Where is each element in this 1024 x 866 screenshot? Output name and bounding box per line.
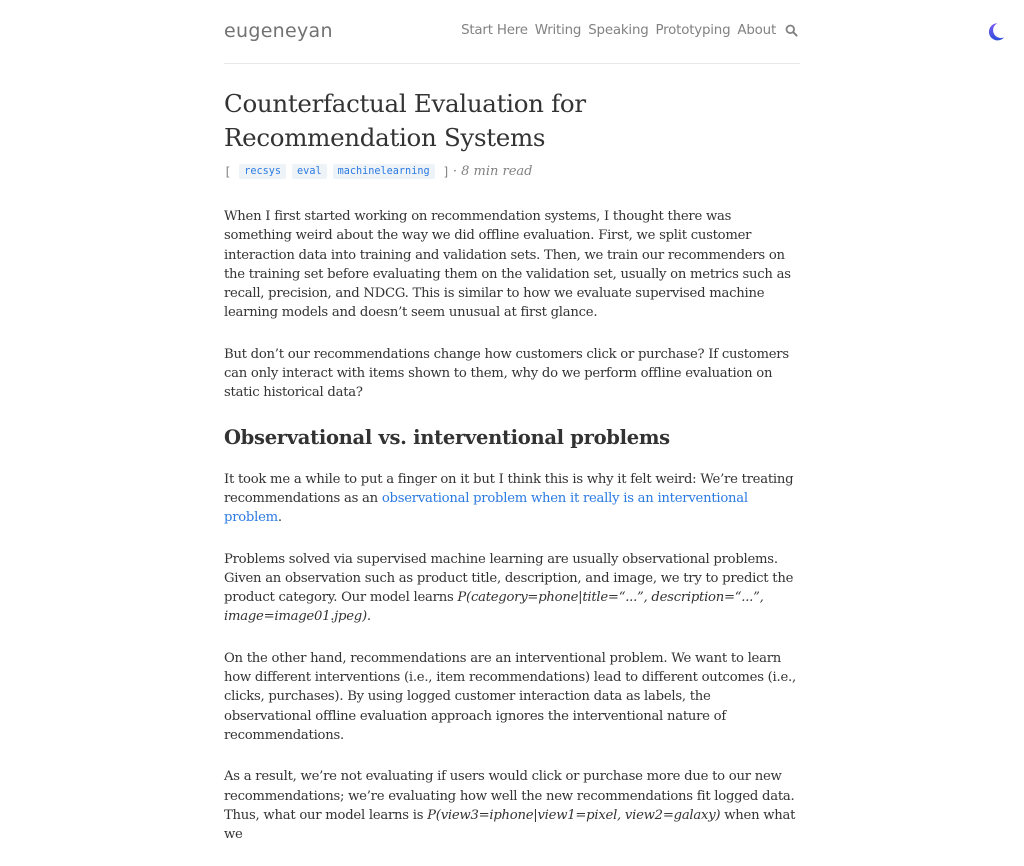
paragraph-3-end: .: [277, 510, 282, 526]
paragraph-3-text: It took me a while to put a finger on it but I think this is why it felt weird: We’re treating recommendations as an: [224, 471, 794, 506]
paragraph-6: [224, 767, 800, 844]
nav-speaking[interactable]: Speaking: [588, 23, 649, 38]
post-content: [224, 207, 800, 866]
section-heading: Observational vs. interventional problems: [224, 425, 670, 449]
post-meta: [224, 164, 532, 179]
interventional-problem-link[interactable]: observational problem when it really is an interventional problem: [224, 490, 748, 526]
paragraph-1: When I first started working on recommendation systems, I thought there was something weird about the way we did offline evaluation. First, we split customer interaction data into training and validation sets. Then, we train our recommenders on the training set before evaluating them on the validation set, usually on metrics such as recall, precision, and NDCG. This is similar to how we evaluate supervised machine learning models and doesn’t seem unusual at first glance.: [224, 209, 791, 321]
paragraph-5: On the other hand, recommendations are an interventional problem. We want to learn how different interventions (i.e., item recommendations) lead to different outcomes (i.e., clicks, purchases). By using logged customer interaction data as labels, the observational offline evaluation approach ignores the interventional nature of recommendations.: [224, 650, 796, 743]
main-nav: [461, 23, 798, 38]
tag-recsys[interactable]: recsys: [239, 164, 286, 179]
paragraph-6-end: when what we: [224, 807, 796, 843]
paragraph-4-text: Problems solved via supervised machine learning are usually observational problems. Given an observation such as product title, description, and image, we try to predict the product category. Our model learns: [224, 551, 794, 606]
nav-prototyping[interactable]: Prototyping: [655, 23, 731, 38]
paragraph-4-end: .: [366, 609, 371, 625]
search-icon[interactable]: [785, 24, 798, 37]
nav-start-here[interactable]: Start Here: [461, 23, 528, 38]
tag-machinelearning[interactable]: machinelearning: [333, 164, 435, 179]
tags-bracket-open: [: [224, 164, 232, 179]
tag-eval[interactable]: eval: [292, 164, 327, 179]
page-container: [224, 0, 800, 843]
site-header: [224, 0, 800, 64]
moon-icon[interactable]: [987, 22, 1005, 42]
paragraph-3: [224, 470, 800, 528]
paragraph-4: [224, 550, 800, 627]
category-formula: P(category=phone|title=“...”, description=“...”, image=image01.jpeg): [224, 590, 764, 625]
site-title-link[interactable]: eugeneyan: [224, 20, 333, 42]
tags-bracket-close: ]: [442, 164, 450, 179]
paragraph-2: But don’t our recommendations change how customers click or purchase? If customers can only interact with items shown to them, why do we perform offline evaluation on static historical data?: [224, 346, 789, 401]
post-title: Counterfactual Evaluation for Recommendation Systems: [224, 89, 586, 152]
view-formula: P(view3=iphone|view1=pixel, view2=galaxy): [427, 807, 721, 823]
nav-writing[interactable]: Writing: [534, 23, 582, 38]
nav-about[interactable]: About: [737, 23, 776, 38]
paragraph-6-text: As a result, we’re not evaluating if users would click or purchase more due to our new recommendations; we’re evaluating how well the new recommendations fit logged data. Thus, what our model learns is: [224, 769, 795, 823]
read-time: · 8 min read: [452, 164, 533, 179]
